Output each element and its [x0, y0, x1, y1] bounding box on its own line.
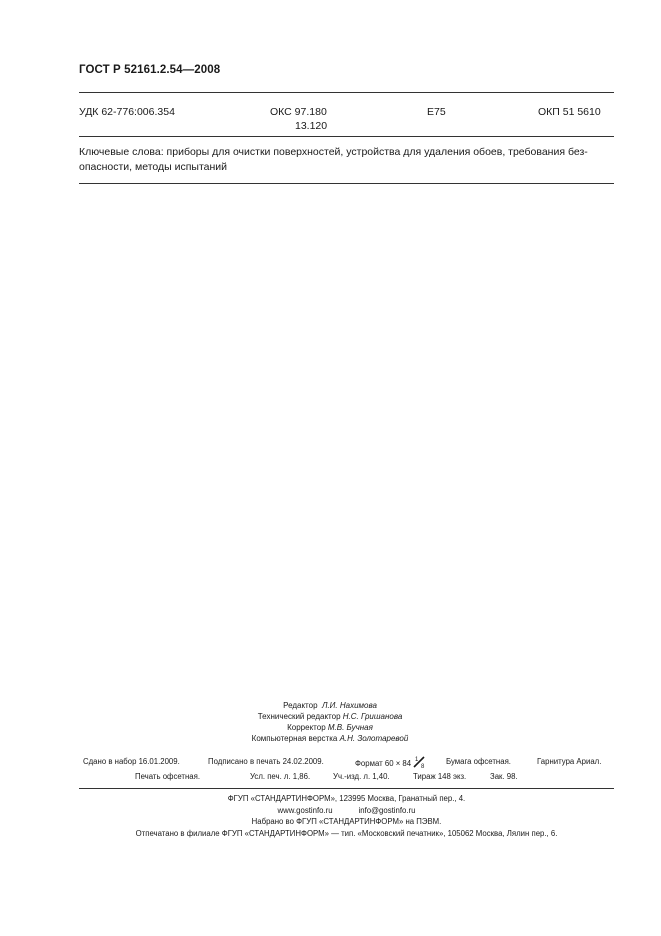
document-title: ГОСТ Р 52161.2.54—2008: [79, 64, 221, 76]
credit-tech-editor-label: Технический редактор: [257, 712, 341, 721]
udk-code: УДК 62-776:006.354: [79, 106, 175, 118]
format-fraction-numerator: 1: [415, 757, 419, 763]
credit-layout: [150, 733, 510, 744]
print-paper: Бумага офсетная.: [446, 757, 511, 766]
print-sheets: Усл. печ. л. 1,86.: [250, 772, 311, 781]
credit-layout-label: Компьютерная верстка: [251, 734, 338, 743]
group-code: Е75: [427, 106, 446, 118]
credit-corrector: [150, 722, 510, 733]
credit-layout-name: А.Н. Золотаревой: [339, 734, 409, 743]
oks-code: ОКС 97.180: [270, 106, 327, 118]
credit-editor: [150, 700, 510, 711]
footer-website: www.gostinfo.ru: [277, 805, 333, 815]
credit-tech-editor: [150, 711, 510, 722]
print-publisher-sheets: Уч.-изд. л. 1,40.: [333, 772, 390, 781]
credit-editor-label: Редактор: [283, 701, 318, 710]
format-fraction-denominator: 8: [421, 764, 425, 769]
print-order: Зак. 98.: [490, 772, 518, 781]
print-submitted: Сдано в набор 16.01.2009.: [83, 757, 180, 766]
credit-corrector-label: Корректор: [287, 723, 326, 732]
classification-divider: [79, 136, 614, 137]
credit-tech-editor-name: Н.С. Гришанова: [342, 712, 403, 721]
footer-divider: [79, 788, 614, 789]
print-circulation: Тираж 148 экз.: [413, 772, 467, 781]
print-method: Печать офсетная.: [135, 772, 201, 781]
credit-corrector-name: М.В. Бучная: [327, 723, 373, 732]
print-typeface: Гарнитура Ариал.: [537, 757, 602, 766]
header-divider: [79, 92, 614, 93]
footer-printed: Отпечатано в филиале ФГУП «СТАНДАРТИНФОРМ» — тип. «Московский печатник», 105062 Москва, Лялин пер., 6.: [135, 828, 558, 838]
footer-typeset: Набрано во ФГУП «СТАНДАРТИНФОРМ» на ПЭВМ.: [251, 817, 442, 826]
footer-publisher: ФГУП «СТАНДАРТИНФОРМ», 123995 Москва, Гранатный пер., 4.: [227, 794, 466, 803]
okp-code: ОКП 51 5610: [538, 106, 601, 118]
format-fraction: [413, 757, 427, 767]
publisher-footer: [79, 793, 614, 839]
print-format-label: Формат 60 × 84: [355, 759, 412, 768]
print-format: [355, 757, 427, 768]
footer-contacts: [79, 805, 614, 817]
print-signed: Подписано в печать 24.02.2009.: [208, 757, 324, 766]
credit-editor-name: Л.И. Нахимова: [321, 701, 377, 710]
credits-block: [150, 700, 510, 744]
footer-email: info@gostinfo.ru: [358, 805, 416, 815]
keywords-divider: [79, 183, 614, 184]
keywords: Ключевые слова: приборы для очистки поверхностей, устройства для удаления обоев, требования без-опасности, методы испытаний: [79, 146, 588, 173]
oks-code-secondary: 13.120: [295, 120, 328, 132]
